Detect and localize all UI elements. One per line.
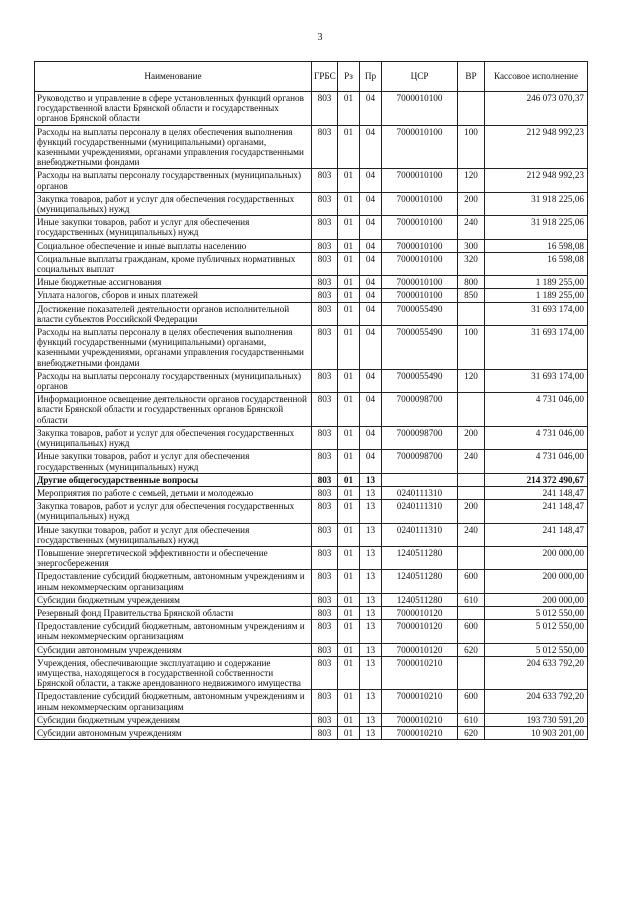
cell-vr bbox=[458, 302, 485, 325]
cell-pr: 13 bbox=[360, 620, 382, 643]
table-row bbox=[35, 713, 588, 726]
cell-name: Закупка товаров, работ и услуг для обеспечения государственных (муниципальных) нужд bbox=[35, 426, 312, 449]
cell-pr: 13 bbox=[360, 523, 382, 546]
cell-vr: 200 bbox=[458, 426, 485, 449]
cell-name: Расходы на выплаты персоналу государственных (муниципальных) органов bbox=[35, 369, 312, 392]
table-row bbox=[35, 216, 588, 239]
cell-csr: 7000010100 bbox=[382, 216, 458, 239]
cell-name: Информационное освещение деятельности органов государственной власти Брянской области и государственных органов Брянской области bbox=[35, 393, 312, 427]
cell-grbs: 803 bbox=[312, 92, 338, 126]
cell-rz: 01 bbox=[338, 239, 360, 252]
cell-name: Социальное обеспечение и иные выплаты населению bbox=[35, 239, 312, 252]
cell-pr: 13 bbox=[360, 593, 382, 606]
cell-name: Субсидии бюджетным учреждениям bbox=[35, 593, 312, 606]
cell-cash: 4 731 046,00 bbox=[485, 393, 588, 427]
cell-grbs: 803 bbox=[312, 643, 338, 656]
header-cash: Кассовое исполнение bbox=[485, 62, 588, 92]
cell-csr: 7000010100 bbox=[382, 169, 458, 192]
header-csr: ЦСР bbox=[382, 62, 458, 92]
cell-cash: 31 693 174,00 bbox=[485, 326, 588, 370]
cell-cash: 200 000,00 bbox=[485, 593, 588, 606]
cell-csr: 7000010210 bbox=[382, 690, 458, 713]
cell-rz: 01 bbox=[338, 92, 360, 126]
cell-name: Закупка товаров, работ и услуг для обеспечения государственных (муниципальных) нужд bbox=[35, 500, 312, 523]
cell-pr: 13 bbox=[360, 643, 382, 656]
cell-rz: 01 bbox=[338, 690, 360, 713]
cell-csr: 7000055490 bbox=[382, 369, 458, 392]
cell-pr: 04 bbox=[360, 426, 382, 449]
cell-rz: 01 bbox=[338, 450, 360, 473]
header-rz: Рз bbox=[338, 62, 360, 92]
cell-grbs: 803 bbox=[312, 393, 338, 427]
cell-vr: 120 bbox=[458, 169, 485, 192]
cell-rz: 01 bbox=[338, 426, 360, 449]
table-header-row bbox=[35, 62, 588, 92]
cell-csr: 1240511280 bbox=[382, 593, 458, 606]
cell-rz: 01 bbox=[338, 216, 360, 239]
cell-pr: 04 bbox=[360, 216, 382, 239]
table-row bbox=[35, 570, 588, 593]
table-row bbox=[35, 302, 588, 325]
cell-vr bbox=[458, 656, 485, 690]
cell-name: Руководство и управление в сфере установленных функций органов государственной власти Брянской области и государственных органов Брянской области bbox=[35, 92, 312, 126]
budget-execution-table bbox=[34, 61, 588, 740]
cell-cash: 200 000,00 bbox=[485, 570, 588, 593]
cell-vr: 320 bbox=[458, 252, 485, 275]
cell-vr: 600 bbox=[458, 620, 485, 643]
cell-cash: 5 012 550,00 bbox=[485, 643, 588, 656]
cell-grbs: 803 bbox=[312, 289, 338, 302]
cell-cash: 5 012 550,00 bbox=[485, 620, 588, 643]
cell-csr: 7000010100 bbox=[382, 252, 458, 275]
cell-cash: 200 000,00 bbox=[485, 546, 588, 569]
table-row bbox=[35, 289, 588, 302]
cell-vr: 620 bbox=[458, 726, 485, 739]
cell-cash: 212 948 992,23 bbox=[485, 169, 588, 192]
cell-name: Другие общегосударственные вопросы bbox=[35, 473, 312, 486]
cell-name: Расходы на выплаты персоналу государственных (муниципальных) органов bbox=[35, 169, 312, 192]
cell-vr: 240 bbox=[458, 523, 485, 546]
cell-rz: 01 bbox=[338, 593, 360, 606]
table-row bbox=[35, 125, 588, 169]
cell-grbs: 803 bbox=[312, 302, 338, 325]
cell-csr: 7000010120 bbox=[382, 620, 458, 643]
cell-cash: 241 148,47 bbox=[485, 500, 588, 523]
cell-rz: 01 bbox=[338, 713, 360, 726]
cell-vr: 100 bbox=[458, 326, 485, 370]
cell-pr: 13 bbox=[360, 713, 382, 726]
cell-rz: 01 bbox=[338, 302, 360, 325]
cell-grbs: 803 bbox=[312, 620, 338, 643]
header-vr: ВР bbox=[458, 62, 485, 92]
cell-rz: 01 bbox=[338, 125, 360, 169]
cell-name: Предоставление субсидий бюджетным, автономным учреждениям и иным некоммерческим организациям bbox=[35, 620, 312, 643]
table-row bbox=[35, 450, 588, 473]
cell-grbs: 803 bbox=[312, 216, 338, 239]
cell-grbs: 803 bbox=[312, 593, 338, 606]
cell-vr: 620 bbox=[458, 643, 485, 656]
cell-grbs: 803 bbox=[312, 125, 338, 169]
cell-grbs: 803 bbox=[312, 473, 338, 486]
cell-vr bbox=[458, 546, 485, 569]
table-row bbox=[35, 369, 588, 392]
cell-rz: 01 bbox=[338, 620, 360, 643]
header-pr: Пр bbox=[360, 62, 382, 92]
header-grbs: ГРБС bbox=[312, 62, 338, 92]
cell-name: Иные бюджетные ассигнования bbox=[35, 276, 312, 289]
cell-name: Субсидии автономным учреждениям bbox=[35, 643, 312, 656]
cell-vr: 300 bbox=[458, 239, 485, 252]
cell-name: Уплата налогов, сборов и иных платежей bbox=[35, 289, 312, 302]
cell-grbs: 803 bbox=[312, 276, 338, 289]
cell-pr: 13 bbox=[360, 473, 382, 486]
cell-csr: 1240511280 bbox=[382, 570, 458, 593]
table-row bbox=[35, 546, 588, 569]
cell-grbs: 803 bbox=[312, 713, 338, 726]
cell-csr: 0240111310 bbox=[382, 500, 458, 523]
cell-vr: 240 bbox=[458, 216, 485, 239]
cell-rz: 01 bbox=[338, 486, 360, 499]
cell-csr: 1240511280 bbox=[382, 546, 458, 569]
cell-name: Достижение показателей деятельности органов исполнительной власти субъектов Российской Федерации bbox=[35, 302, 312, 325]
cell-vr: 100 bbox=[458, 125, 485, 169]
cell-cash: 1 189 255,00 bbox=[485, 289, 588, 302]
cell-name: Расходы на выплаты персоналу в целях обеспечения выполнения функций государственными (муниципальными) органами, казенными учреждениями, органами управления государственными внебюджетными фондами bbox=[35, 125, 312, 169]
table-row bbox=[35, 426, 588, 449]
cell-csr: 7000055490 bbox=[382, 302, 458, 325]
table-row bbox=[35, 690, 588, 713]
cell-cash: 5 012 550,00 bbox=[485, 606, 588, 619]
cell-vr bbox=[458, 473, 485, 486]
cell-rz: 01 bbox=[338, 276, 360, 289]
cell-name: Предоставление субсидий бюджетным, автономным учреждениям и иным некоммерческим организациям bbox=[35, 690, 312, 713]
cell-pr: 13 bbox=[360, 690, 382, 713]
table-row bbox=[35, 239, 588, 252]
cell-pr: 04 bbox=[360, 450, 382, 473]
cell-name: Иные закупки товаров, работ и услуг для обеспечения государственных (муниципальных) нужд bbox=[35, 450, 312, 473]
cell-pr: 13 bbox=[360, 486, 382, 499]
cell-rz: 01 bbox=[338, 726, 360, 739]
cell-cash: 212 948 992,23 bbox=[485, 125, 588, 169]
cell-cash: 241 148,47 bbox=[485, 523, 588, 546]
table-row bbox=[35, 473, 588, 486]
cell-rz: 01 bbox=[338, 369, 360, 392]
table-row bbox=[35, 726, 588, 739]
table-row bbox=[35, 643, 588, 656]
cell-pr: 04 bbox=[360, 252, 382, 275]
cell-cash: 31 918 225,06 bbox=[485, 216, 588, 239]
cell-csr: 7000010210 bbox=[382, 726, 458, 739]
cell-vr bbox=[458, 393, 485, 427]
cell-pr: 04 bbox=[360, 125, 382, 169]
cell-grbs: 803 bbox=[312, 486, 338, 499]
cell-name: Социальные выплаты гражданам, кроме публичных нормативных социальных выплат bbox=[35, 252, 312, 275]
cell-cash: 31 693 174,00 bbox=[485, 302, 588, 325]
cell-grbs: 803 bbox=[312, 192, 338, 215]
table-row bbox=[35, 326, 588, 370]
cell-rz: 01 bbox=[338, 500, 360, 523]
cell-csr: 7000010100 bbox=[382, 192, 458, 215]
cell-name: Субсидии автономным учреждениям bbox=[35, 726, 312, 739]
cell-vr: 600 bbox=[458, 690, 485, 713]
cell-csr: 7000010120 bbox=[382, 606, 458, 619]
cell-vr: 240 bbox=[458, 450, 485, 473]
cell-grbs: 803 bbox=[312, 570, 338, 593]
cell-pr: 13 bbox=[360, 500, 382, 523]
cell-rz: 01 bbox=[338, 289, 360, 302]
cell-cash: 193 730 591,20 bbox=[485, 713, 588, 726]
cell-pr: 04 bbox=[360, 192, 382, 215]
cell-grbs: 803 bbox=[312, 546, 338, 569]
cell-name: Субсидии бюджетным учреждениям bbox=[35, 713, 312, 726]
cell-name: Мероприятия по работе с семьей, детьми и молодежью bbox=[35, 486, 312, 499]
cell-csr: 7000098700 bbox=[382, 426, 458, 449]
cell-name: Иные закупки товаров, работ и услуг для обеспечения государственных (муниципальных) нужд bbox=[35, 216, 312, 239]
cell-grbs: 803 bbox=[312, 426, 338, 449]
cell-vr: 610 bbox=[458, 593, 485, 606]
cell-csr: 7000098700 bbox=[382, 450, 458, 473]
cell-cash: 16 598,08 bbox=[485, 239, 588, 252]
table-row bbox=[35, 192, 588, 215]
cell-grbs: 803 bbox=[312, 369, 338, 392]
cell-vr: 800 bbox=[458, 276, 485, 289]
cell-cash: 214 372 490,67 bbox=[485, 473, 588, 486]
page-number: 3 bbox=[317, 32, 323, 43]
cell-rz: 01 bbox=[338, 169, 360, 192]
cell-grbs: 803 bbox=[312, 239, 338, 252]
cell-csr: 7000010210 bbox=[382, 713, 458, 726]
table-row bbox=[35, 393, 588, 427]
cell-grbs: 803 bbox=[312, 726, 338, 739]
cell-pr: 13 bbox=[360, 546, 382, 569]
cell-csr: 7000055490 bbox=[382, 326, 458, 370]
cell-csr: 7000010100 bbox=[382, 276, 458, 289]
cell-rz: 01 bbox=[338, 192, 360, 215]
cell-rz: 01 bbox=[338, 473, 360, 486]
cell-vr: 200 bbox=[458, 192, 485, 215]
cell-name: Учреждения, обеспечивающие эксплуатацию и содержание имущества, находящегося в государственной собственности Брянской области, а также арендованного недвижимого имущества bbox=[35, 656, 312, 690]
cell-vr: 120 bbox=[458, 369, 485, 392]
table-row bbox=[35, 92, 588, 126]
cell-pr: 04 bbox=[360, 92, 382, 126]
table-row bbox=[35, 523, 588, 546]
cell-cash: 31 918 225,06 bbox=[485, 192, 588, 215]
cell-vr bbox=[458, 606, 485, 619]
cell-grbs: 803 bbox=[312, 169, 338, 192]
table-row bbox=[35, 169, 588, 192]
table-body bbox=[35, 92, 588, 740]
cell-rz: 01 bbox=[338, 656, 360, 690]
cell-grbs: 803 bbox=[312, 606, 338, 619]
cell-pr: 04 bbox=[360, 276, 382, 289]
cell-pr: 04 bbox=[360, 369, 382, 392]
cell-pr: 04 bbox=[360, 393, 382, 427]
cell-grbs: 803 bbox=[312, 500, 338, 523]
cell-csr: 0240111310 bbox=[382, 486, 458, 499]
cell-grbs: 803 bbox=[312, 656, 338, 690]
cell-csr: 7000010210 bbox=[382, 656, 458, 690]
table-row bbox=[35, 620, 588, 643]
cell-pr: 04 bbox=[360, 239, 382, 252]
cell-cash: 4 731 046,00 bbox=[485, 450, 588, 473]
cell-name: Резервный фонд Правительства Брянской области bbox=[35, 606, 312, 619]
table-row bbox=[35, 500, 588, 523]
table-row bbox=[35, 252, 588, 275]
cell-pr: 04 bbox=[360, 289, 382, 302]
cell-pr: 13 bbox=[360, 570, 382, 593]
cell-rz: 01 bbox=[338, 546, 360, 569]
cell-rz: 01 bbox=[338, 523, 360, 546]
cell-csr: 0240111310 bbox=[382, 523, 458, 546]
cell-vr bbox=[458, 486, 485, 499]
cell-vr: 850 bbox=[458, 289, 485, 302]
table-row bbox=[35, 593, 588, 606]
cell-csr: 7000010100 bbox=[382, 289, 458, 302]
cell-grbs: 803 bbox=[312, 690, 338, 713]
cell-vr: 200 bbox=[458, 500, 485, 523]
cell-csr bbox=[382, 473, 458, 486]
table-row bbox=[35, 606, 588, 619]
cell-cash: 246 073 070,37 bbox=[485, 92, 588, 126]
cell-csr: 7000010100 bbox=[382, 92, 458, 126]
cell-rz: 01 bbox=[338, 606, 360, 619]
cell-grbs: 803 bbox=[312, 450, 338, 473]
cell-cash: 31 693 174,00 bbox=[485, 369, 588, 392]
cell-pr: 13 bbox=[360, 656, 382, 690]
cell-vr bbox=[458, 92, 485, 126]
cell-pr: 04 bbox=[360, 169, 382, 192]
cell-pr: 13 bbox=[360, 726, 382, 739]
cell-grbs: 803 bbox=[312, 523, 338, 546]
cell-cash: 1 189 255,00 bbox=[485, 276, 588, 289]
cell-rz: 01 bbox=[338, 252, 360, 275]
cell-pr: 04 bbox=[360, 326, 382, 370]
cell-cash: 16 598,08 bbox=[485, 252, 588, 275]
cell-csr: 7000010100 bbox=[382, 125, 458, 169]
cell-cash: 204 633 792,20 bbox=[485, 656, 588, 690]
cell-csr: 7000098700 bbox=[382, 393, 458, 427]
cell-rz: 01 bbox=[338, 643, 360, 656]
table-row bbox=[35, 656, 588, 690]
header-name: Наименование bbox=[35, 62, 312, 92]
table-row bbox=[35, 486, 588, 499]
cell-csr: 7000010100 bbox=[382, 239, 458, 252]
cell-cash: 10 903 201,00 bbox=[485, 726, 588, 739]
cell-pr: 04 bbox=[360, 302, 382, 325]
cell-csr: 7000010120 bbox=[382, 643, 458, 656]
cell-name: Расходы на выплаты персоналу в целях обеспечения выполнения функций государственными (муниципальными) органами, казенными учреждениями, органами управления государственными внебюджетными фондами bbox=[35, 326, 312, 370]
cell-cash: 241 148,47 bbox=[485, 486, 588, 499]
table-row bbox=[35, 276, 588, 289]
cell-grbs: 803 bbox=[312, 252, 338, 275]
cell-rz: 01 bbox=[338, 570, 360, 593]
cell-pr: 13 bbox=[360, 606, 382, 619]
cell-grbs: 803 bbox=[312, 326, 338, 370]
cell-cash: 4 731 046,00 bbox=[485, 426, 588, 449]
cell-cash: 204 633 792,20 bbox=[485, 690, 588, 713]
cell-vr: 610 bbox=[458, 713, 485, 726]
cell-name: Повышение энергетической эффективности и обеспечение энергосбережения bbox=[35, 546, 312, 569]
cell-vr: 600 bbox=[458, 570, 485, 593]
cell-name: Иные закупки товаров, работ и услуг для обеспечения государственных (муниципальных) нужд bbox=[35, 523, 312, 546]
cell-rz: 01 bbox=[338, 326, 360, 370]
cell-name: Закупка товаров, работ и услуг для обеспечения государственных (муниципальных) нужд bbox=[35, 192, 312, 215]
cell-name: Предоставление субсидий бюджетным, автономным учреждениям и иным некоммерческим организациям bbox=[35, 570, 312, 593]
cell-rz: 01 bbox=[338, 393, 360, 427]
